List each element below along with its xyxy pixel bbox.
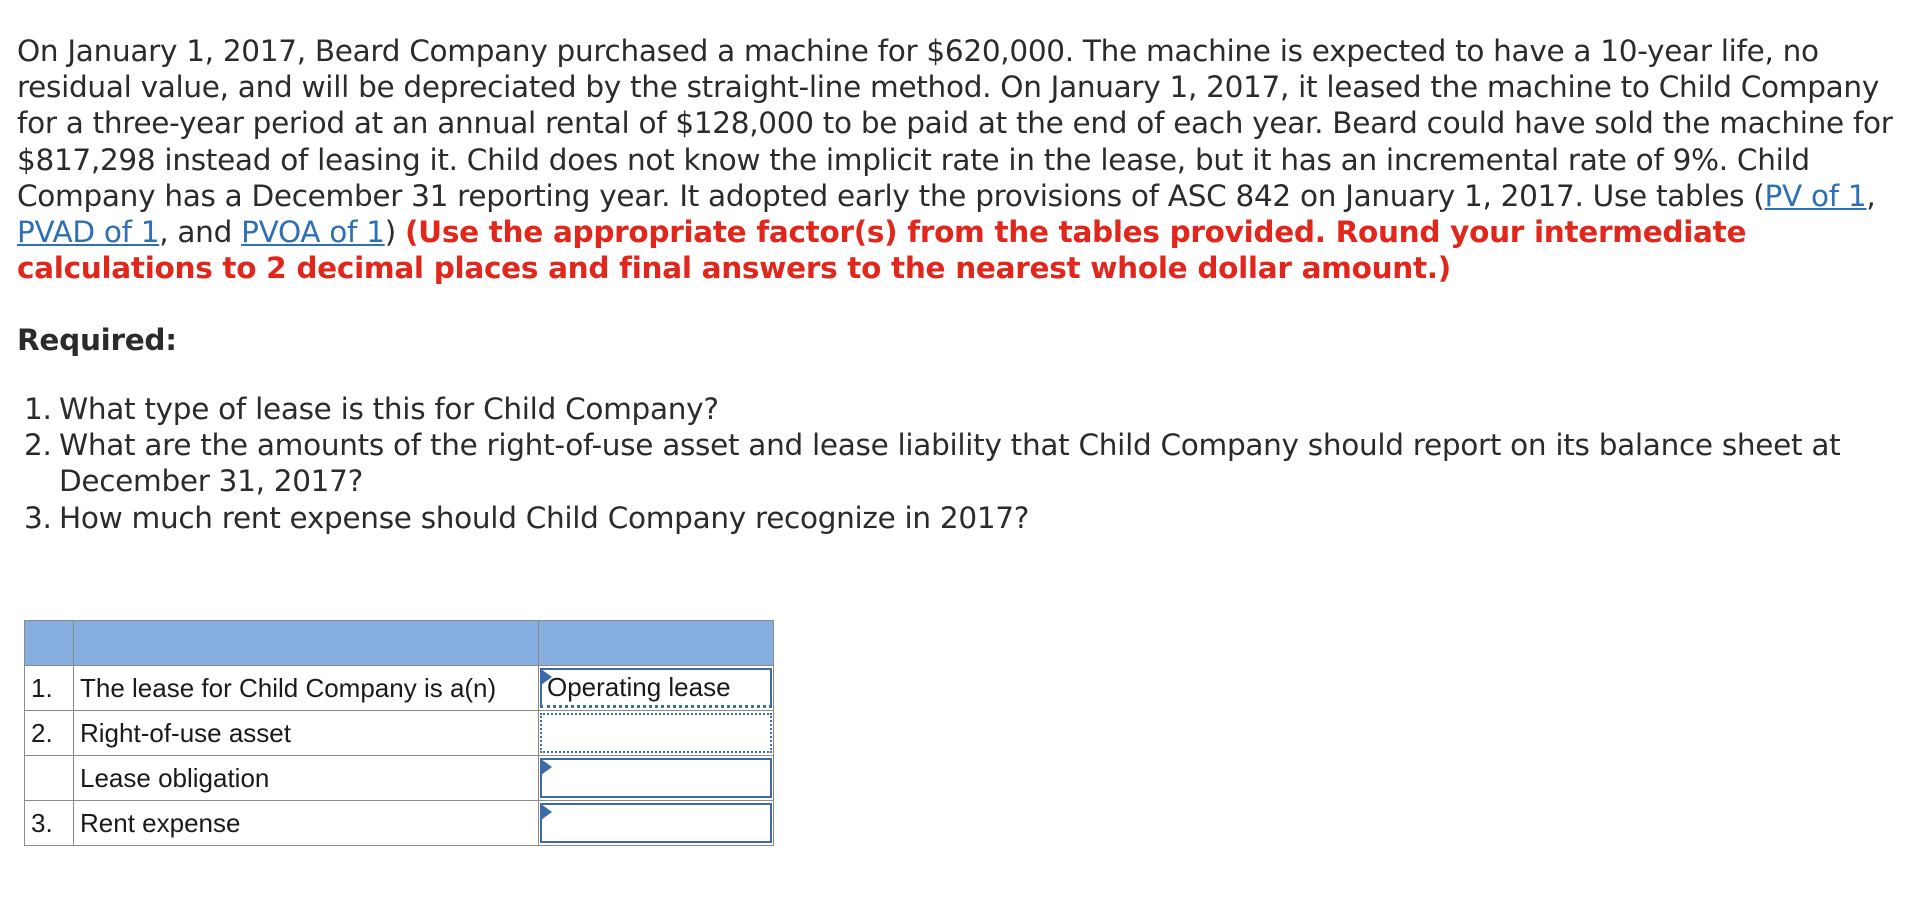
- row-label: Right-of-use asset: [74, 711, 539, 756]
- pv-of-1-link[interactable]: PV of 1: [1764, 178, 1867, 213]
- link-separator: ,: [1866, 178, 1876, 213]
- input-flag-icon: [541, 759, 552, 775]
- requirements-list: [24, 391, 1904, 536]
- row-label: The lease for Child Company is a(n): [74, 666, 539, 711]
- requirement-item: [24, 391, 1904, 427]
- requirement-item: [24, 427, 1904, 499]
- instruction-text: (Use the appropriate factor(s) from the tables provided. Round your intermediate calculations to 2 decimal places and final answers to the nearest whole dollar amount.): [17, 215, 1747, 286]
- close-paren: ): [384, 215, 405, 250]
- rent-expense-input[interactable]: [540, 803, 772, 843]
- row-label: Rent expense: [74, 801, 539, 846]
- row-number: 3.: [25, 801, 74, 846]
- requirement-text: What type of lease is this for Child Company?: [59, 392, 719, 426]
- requirement-number: 1.: [24, 392, 52, 426]
- link-separator: , and: [159, 215, 242, 250]
- header-cell: [74, 621, 539, 666]
- requirement-item: [24, 500, 1904, 536]
- answer-cell: [539, 666, 774, 711]
- question-text: [17, 33, 1907, 286]
- table-row: [25, 801, 774, 846]
- table-row: [25, 666, 774, 711]
- lease-obligation-input[interactable]: [540, 758, 772, 798]
- question-body: On January 1, 2017, Beard Company purchased a machine for $620,000. The machine is expected to have a 10-year life, no residual value, and will be depreciated by the straight-line method. On January 1, 2017, it leased the machine to Child Company for a three-year period at an annual rental of $128,000 to be paid at the end of each year. Beard could have sold the machine for $817,298 instead of leasing it. Child does not know the implicit rate in the lease, but it has an incremental rate of 9%. Child Company has a December 31 reporting year. It adopted early the provisions of ASC 842 on January 1, 2017. Use tables (: [17, 34, 1893, 213]
- requirement-number: 3.: [24, 500, 52, 535]
- row-label: Lease obligation: [74, 756, 539, 801]
- requirement-text: How much rent expense should Child Company recognize in 2017?: [59, 500, 1030, 535]
- row-number: 2.: [25, 711, 74, 756]
- row-number: [25, 756, 74, 801]
- row-number: 1.: [25, 666, 74, 711]
- lease-type-dropdown[interactable]: [540, 668, 772, 708]
- lease-type-value: Operating lease: [547, 672, 731, 702]
- header-cell: [539, 621, 774, 666]
- pvoa-of-1-link[interactable]: PVOA of 1: [241, 215, 385, 250]
- input-flag-icon: [541, 669, 552, 685]
- header-cell: [25, 621, 74, 666]
- right-of-use-asset-input[interactable]: [540, 713, 772, 753]
- pvad-of-1-link[interactable]: PVAD of 1: [17, 215, 160, 250]
- answer-cell: [539, 801, 774, 846]
- requirement-text: What are the amounts of the right-of-use asset and lease liability that Child Company should report on its balance sheet at December 31, 2017?: [59, 428, 1841, 499]
- requirement-number: 2.: [24, 428, 52, 463]
- answer-cell: [539, 711, 774, 756]
- table-row: [25, 756, 774, 801]
- input-flag-icon: [541, 804, 552, 820]
- table-row: [25, 711, 774, 756]
- required-heading: Required:: [17, 323, 177, 357]
- answer-table-header: [25, 621, 774, 666]
- answer-table: [24, 620, 774, 846]
- answer-cell: [539, 756, 774, 801]
